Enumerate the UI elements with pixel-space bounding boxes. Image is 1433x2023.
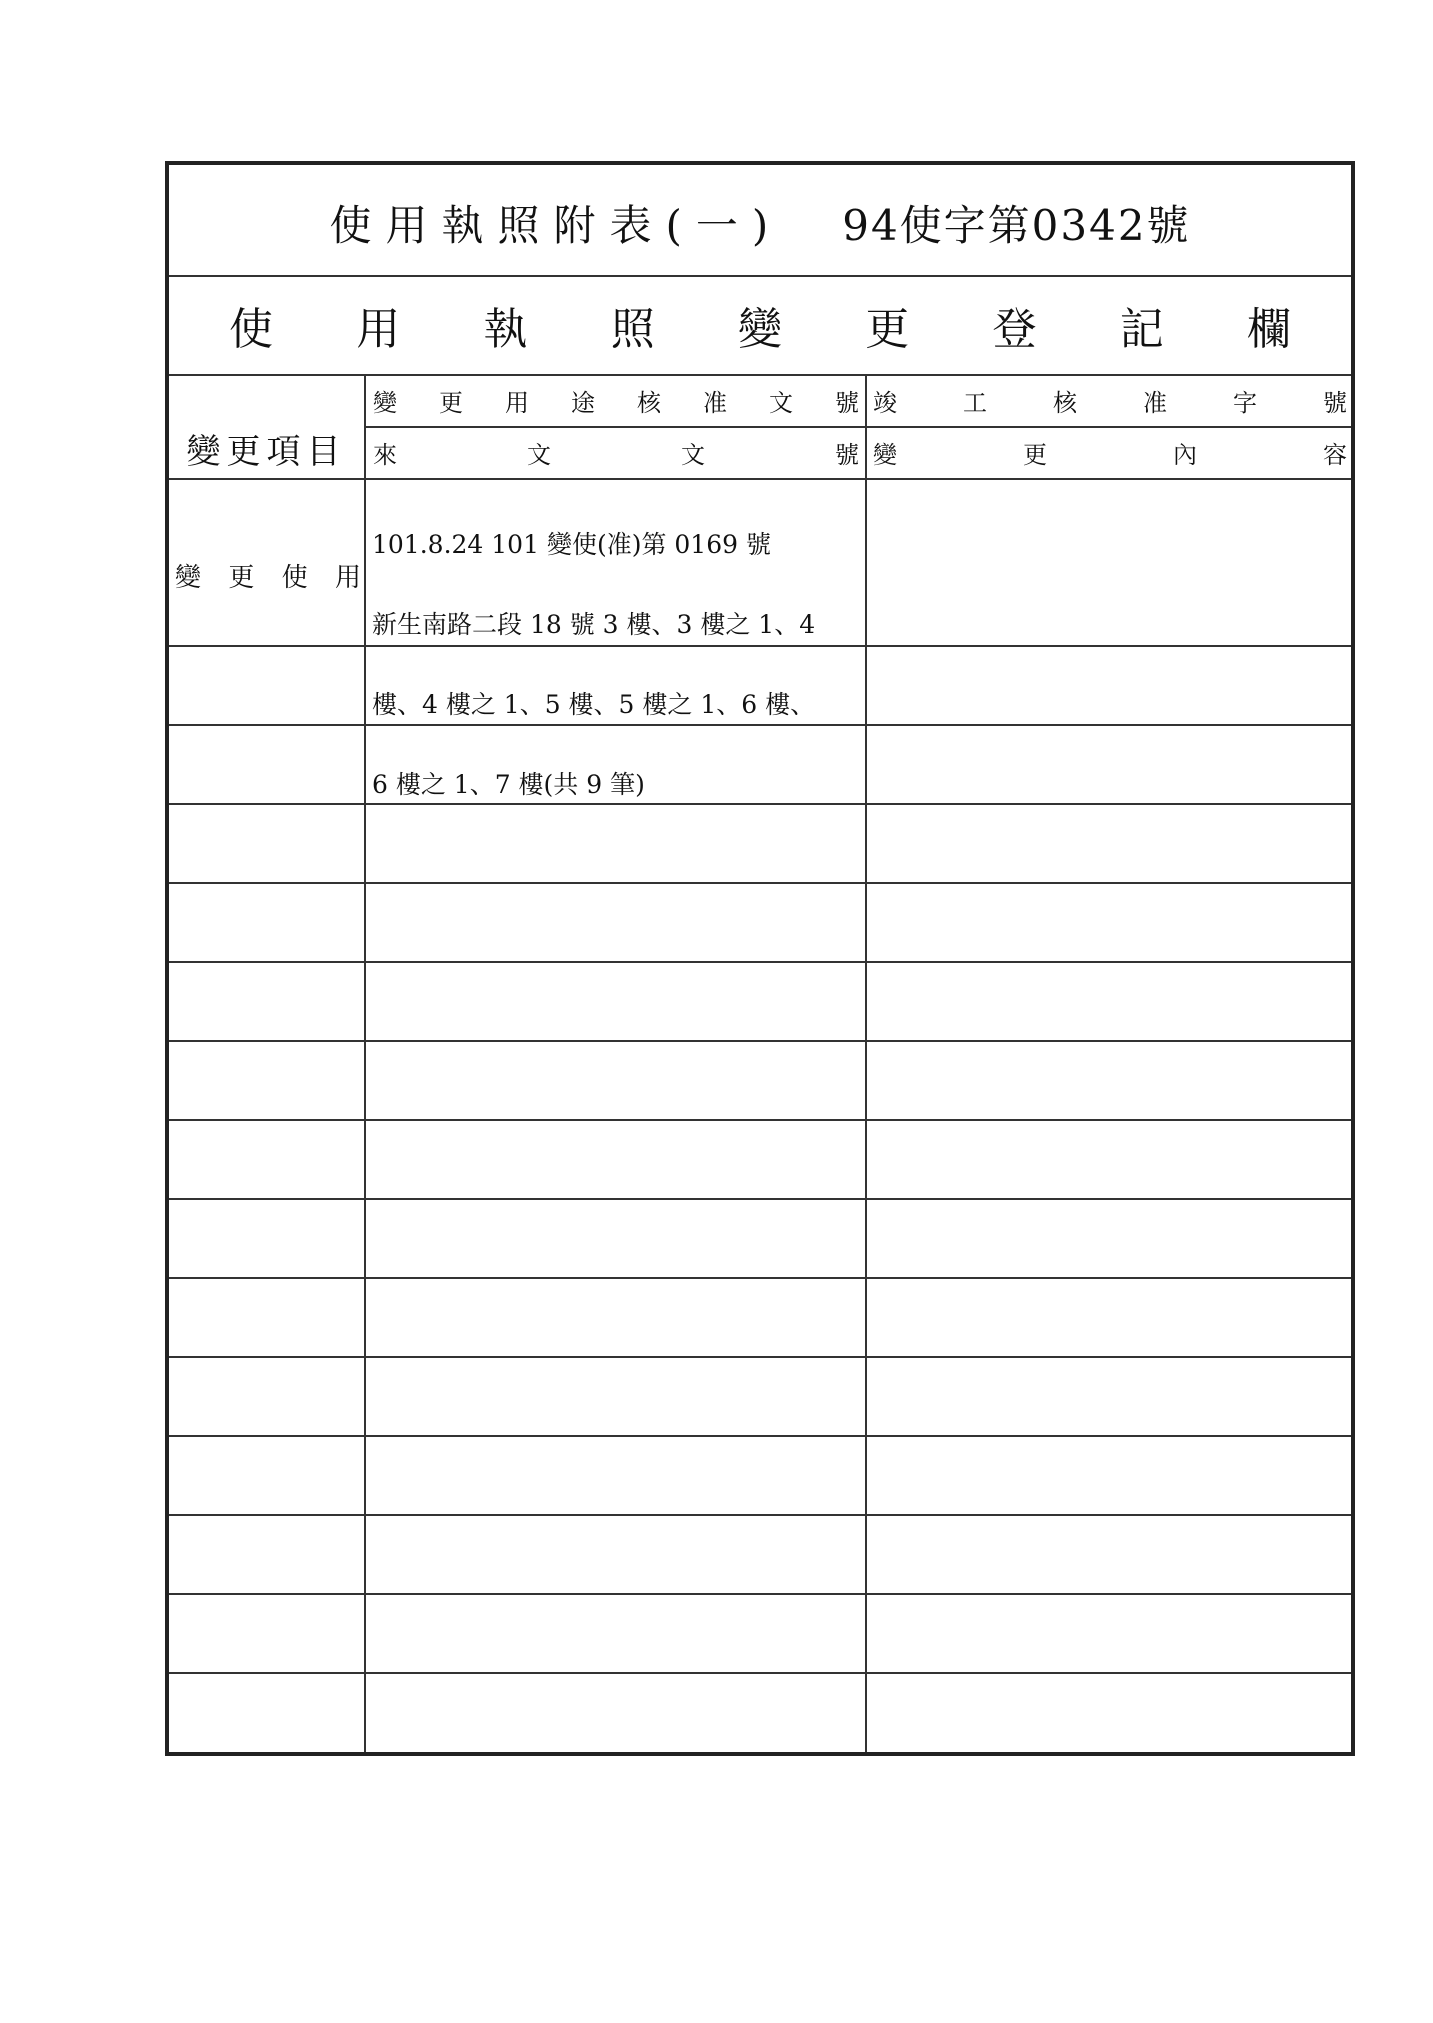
row-divider bbox=[169, 1198, 1351, 1200]
row-divider bbox=[169, 1672, 1351, 1674]
header-char: 准 bbox=[1143, 389, 1167, 417]
row-item-char: 更 bbox=[228, 563, 255, 593]
document-title bbox=[169, 193, 1351, 253]
row-divider bbox=[169, 1514, 1351, 1516]
header-char: 竣 bbox=[873, 389, 897, 417]
header-char: 字 bbox=[1233, 389, 1257, 417]
row-divider bbox=[169, 1119, 1351, 1121]
row-divider bbox=[169, 803, 1351, 805]
entry-line: 6 樓之 1、7 樓(共 9 筆) bbox=[372, 770, 645, 799]
header-char: 內 bbox=[1173, 441, 1197, 469]
header-char: 准 bbox=[703, 389, 727, 417]
header-char: 用 bbox=[505, 389, 529, 417]
row-divider bbox=[169, 645, 1351, 647]
header-char: 變 bbox=[373, 389, 397, 417]
row-item-char: 使 bbox=[281, 563, 308, 593]
section-subtitle bbox=[229, 293, 1291, 353]
entry-line: 新生南路二段 18 號 3 樓、3 樓之 1、4 bbox=[372, 610, 816, 639]
row-divider bbox=[169, 1040, 1351, 1042]
row-item-char: 變 bbox=[175, 563, 202, 593]
header-char: 文 bbox=[527, 441, 551, 469]
row-divider bbox=[169, 1593, 1351, 1595]
column-divider-1 bbox=[364, 376, 366, 1752]
column-divider-2 bbox=[865, 376, 867, 1752]
header-item-label: 變更項目 bbox=[186, 431, 347, 472]
entry-line: 101.8.24 101 變使(准)第 0169 號 bbox=[372, 530, 771, 559]
entry-line: 樓、4 樓之 1、5 樓、5 樓之 1、6 樓、 bbox=[372, 690, 816, 719]
row-divider bbox=[169, 961, 1351, 963]
header-char: 更 bbox=[439, 389, 463, 417]
subtitle-char: 變 bbox=[738, 304, 782, 355]
row-divider bbox=[169, 724, 1351, 726]
header-char: 工 bbox=[963, 389, 987, 417]
header-char: 核 bbox=[1053, 389, 1077, 417]
header-char: 號 bbox=[835, 441, 859, 469]
title-main: 使用執照附表(一) bbox=[329, 201, 783, 250]
license-table-frame bbox=[165, 161, 1355, 1756]
header-char: 核 bbox=[637, 389, 661, 417]
subtitle-char: 用 bbox=[356, 304, 401, 355]
title-divider bbox=[169, 275, 1351, 277]
header-col2-top bbox=[373, 391, 859, 415]
row-item-char: 用 bbox=[334, 563, 361, 593]
row-item-label bbox=[175, 557, 361, 594]
header-char: 變 bbox=[873, 441, 897, 469]
header-char: 文 bbox=[769, 389, 793, 417]
title-number: 94使字第0342號 bbox=[842, 201, 1191, 250]
header-char: 文 bbox=[681, 441, 705, 469]
header-char: 容 bbox=[1323, 441, 1347, 469]
subtitle-char: 更 bbox=[865, 304, 910, 355]
header-char: 號 bbox=[1323, 389, 1347, 417]
header-col3-bottom bbox=[873, 443, 1347, 467]
row-divider bbox=[169, 882, 1351, 884]
subtitle-char: 執 bbox=[483, 304, 528, 355]
header-divider bbox=[169, 478, 1351, 480]
header-col2-bottom bbox=[373, 443, 859, 467]
header-char: 來 bbox=[373, 441, 397, 469]
subtitle-divider bbox=[169, 374, 1351, 376]
subtitle-char: 記 bbox=[1119, 304, 1164, 355]
subtitle-char: 照 bbox=[610, 304, 655, 355]
header-char: 號 bbox=[835, 389, 859, 417]
subtitle-char: 欄 bbox=[1247, 304, 1291, 355]
row-divider bbox=[169, 1435, 1351, 1437]
row-divider bbox=[169, 1356, 1351, 1358]
header-char: 更 bbox=[1023, 441, 1047, 469]
header-char: 途 bbox=[571, 389, 595, 417]
subtitle-char: 使 bbox=[229, 304, 273, 355]
row-approval-entry bbox=[372, 485, 862, 845]
subtitle-char: 登 bbox=[992, 304, 1037, 355]
row-divider bbox=[169, 1277, 1351, 1279]
header-col3-top bbox=[873, 391, 1347, 415]
header-mid-divider bbox=[366, 426, 1351, 428]
